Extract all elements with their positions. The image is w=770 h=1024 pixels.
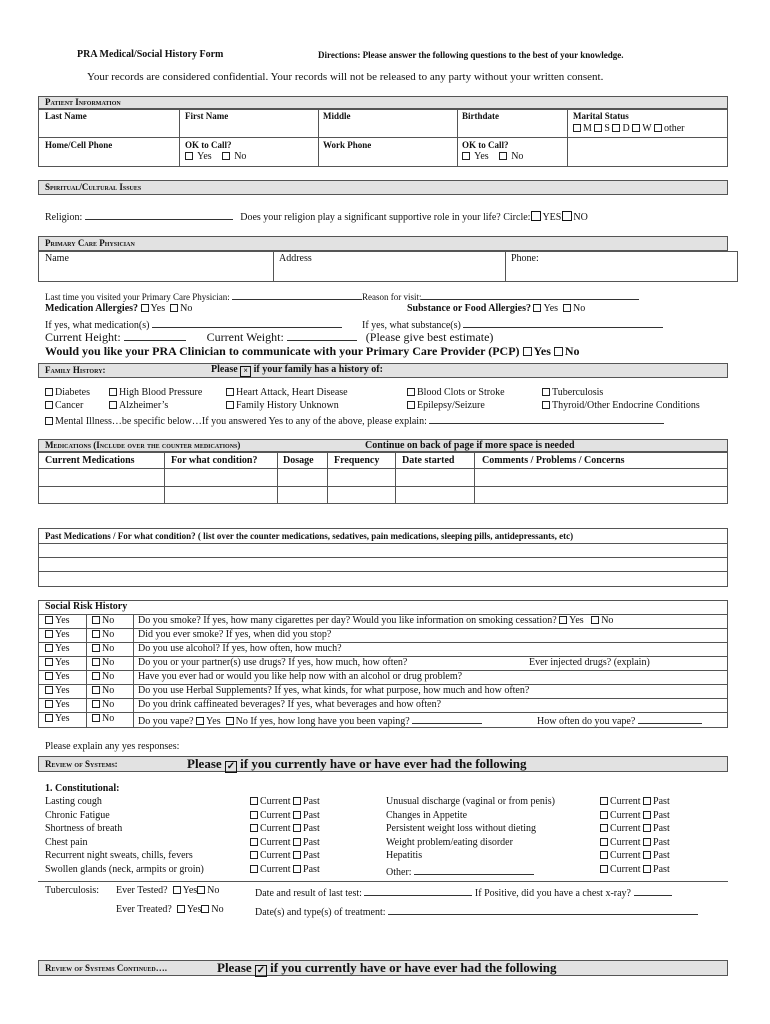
ros-right-4: Hepatitis (386, 850, 423, 861)
social-yes-3[interactable]: Yes (45, 657, 70, 668)
sub-allergies-no-checkbox[interactable] (563, 304, 571, 312)
religion-yes-checkbox[interactable] (531, 211, 541, 221)
ok-call-label-2: OK to Call? (462, 140, 509, 150)
ok-call-yes-checkbox-2[interactable] (462, 152, 470, 160)
ros-right-checks-5: Current Past (600, 864, 670, 875)
family-explain-input[interactable] (429, 413, 664, 424)
marital-other-checkbox[interactable] (654, 124, 662, 132)
tb-treatment-input[interactable] (388, 904, 698, 915)
med-col-comments: Comments / Problems / Concerns (482, 455, 625, 466)
ros-left-checks-4: Current Past (250, 850, 320, 861)
sub-allergies-yes-checkbox[interactable] (533, 304, 541, 312)
ros-left-1: Chronic Fatigue (45, 810, 110, 821)
social-yes-0[interactable]: Yes (45, 615, 70, 626)
home-phone-label: Home/Cell Phone (45, 140, 113, 150)
check-box-icon: ✓ (226, 761, 236, 772)
social-heading: Social Risk History (45, 601, 128, 612)
tb-label: Tuberculosis: (45, 885, 100, 896)
pcp-phone-label: Phone: (511, 253, 539, 264)
religion-row: Religion: Does your religion play a significant supportive role in your life? Circle: YES NO (45, 209, 588, 223)
tb-treatment-row: Date(s) and type(s) of treatment: (255, 904, 698, 918)
if-sub-row: If yes, what substance(s) (362, 317, 663, 331)
ros-heading: Review of Systems: (45, 759, 118, 769)
past-medications-label: Past Medications / For what condition? ( list over the counter medications, sedatives, pain medications, sleeping pills, antidepressants, etc) (45, 531, 574, 541)
social-question-0: Do you smoke? If yes, how many cigarettes per day? Would you like information on smoking cessation? Yes No (138, 615, 614, 626)
med-col-condition: For what condition? (171, 455, 258, 466)
reason-visit-input[interactable] (421, 291, 639, 300)
patient-info-bar (38, 96, 728, 109)
social-yes-1[interactable]: Yes (45, 629, 70, 640)
med-col-frequency: Frequency (334, 455, 380, 466)
family-instruction: Please × if your family has a history of: (211, 364, 383, 375)
family-high-bp[interactable]: High Blood Pressure (109, 387, 202, 398)
ros-right-2: Persistent weight loss without dieting (386, 823, 536, 834)
constitutional-label: 1. Constitutional: (45, 783, 120, 794)
form-title: PRA Medical/Social History Form (77, 49, 224, 60)
religion-input[interactable] (85, 209, 233, 220)
tb-treated-yes-checkbox[interactable] (177, 905, 185, 913)
religion-label: Religion: (45, 212, 83, 223)
ros-continued-heading: Review of Systems Continued…. (45, 963, 168, 973)
checked-box-icon: × (240, 366, 251, 377)
social-no-2[interactable]: No (92, 643, 114, 654)
pcp-name-label: Name (45, 253, 69, 264)
pcp-heading: Primary Care Physician (45, 238, 135, 248)
last-visit-row: Last time you visited your Primary Care Physician: Reason for visit: (45, 291, 639, 302)
ros-left-0: Lasting cough (45, 796, 102, 807)
directions: Directions: Please answer the following questions to the best of your knowledge. (318, 50, 624, 60)
ok-call-no-checkbox-1[interactable] (222, 152, 230, 160)
religion-question: Does your religion play a significant supportive role in your life? Circle: (240, 212, 531, 223)
social-no-1[interactable]: No (92, 629, 114, 640)
ros-left-4: Recurrent night sweats, chills, fevers (45, 850, 193, 861)
medications-bar (38, 439, 728, 452)
sub-allergies-input[interactable] (463, 317, 663, 328)
ros-left-checks-3: Current Past (250, 837, 320, 848)
family-tb[interactable]: Tuberculosis (542, 387, 603, 398)
social-question-1: Did you ever smoke? If yes, when did you stop? (138, 629, 332, 640)
confidentiality-note: Your records are considered confidential. Your records will not be released to any party without your written consent. (87, 71, 604, 83)
social-question-6: Do you drink caffineated beverages? If yes, what beverages and how often? (138, 699, 442, 710)
family-bar (38, 363, 728, 378)
ros-right-0: Unusual discharge (vaginal or from penis) (386, 796, 555, 807)
ros-right-checks-4: Current Past (600, 850, 670, 861)
ros-right-5: Other: (386, 864, 534, 878)
communicate-no-checkbox[interactable] (554, 347, 563, 356)
ok-call-options-1: Yes No (185, 151, 246, 162)
vape-often-label: How often do you vape? (537, 713, 702, 727)
social-no-0[interactable]: No (92, 615, 114, 626)
medications-heading: Medications (Include over the counter medications) (45, 440, 241, 450)
social-no-5[interactable]: No (92, 685, 114, 696)
ros-left-2: Shortness of breath (45, 823, 123, 834)
religion-no-checkbox[interactable] (562, 211, 572, 221)
marital-status-label: Marital Status (573, 111, 629, 121)
spiritual-heading: Spiritual/Cultural Issues (45, 182, 142, 192)
birthdate-label: Birthdate (462, 111, 499, 121)
social-yes-7[interactable]: Yes (45, 713, 70, 724)
family-mental-checkbox[interactable] (45, 417, 53, 425)
middle-label: Middle (323, 111, 351, 121)
social-no-4[interactable]: No (92, 671, 114, 682)
social-question-7: Do you vape? Yes No If yes, how long have you been vaping? (138, 713, 482, 727)
pcp-bar (38, 236, 728, 251)
ok-call-yes-checkbox-1[interactable] (185, 152, 193, 160)
family-unknown[interactable]: Family History Unknown (226, 400, 339, 411)
ros-right-1: Changes in Appetite (386, 810, 468, 821)
family-alzheimers[interactable]: Alzheimer’s (109, 400, 168, 411)
tb-xray-input[interactable] (634, 885, 672, 896)
first-name-label: First Name (185, 111, 229, 121)
family-thyroid[interactable]: Thyroid/Other Endocrine Conditions (542, 400, 700, 411)
tb-tested-yes-checkbox[interactable] (173, 886, 181, 894)
family-heading: Family History: (45, 365, 106, 375)
social-no-3[interactable]: No (92, 657, 114, 668)
ros-continued-bar (38, 960, 728, 976)
spiritual-bar (38, 180, 728, 195)
ros-left-5: Swollen glands (neck, armpits or groin) (45, 864, 204, 875)
tb-result-row: Date and result of last test: If Positive, did you have a chest x-ray? (255, 885, 672, 899)
ok-call-options-2: Yes No (462, 151, 523, 162)
social-question-2: Do you use alcohol? If yes, how often, how much? (138, 643, 342, 654)
social-yes-2[interactable]: Yes (45, 643, 70, 654)
injected-drugs-label: Ever injected drugs? (explain) (529, 657, 650, 668)
height-weight-row: Current Height: Current Weight: (Please give best estimate) (45, 330, 494, 344)
marital-m-checkbox[interactable] (573, 124, 581, 132)
social-question-5: Do you use Herbal Supplements? If yes, what kinds, for what purpose, how much and how often? (138, 685, 530, 696)
pcp-table (38, 251, 738, 282)
social-no-6[interactable]: No (92, 699, 114, 710)
ok-call-label-1: OK to Call? (185, 140, 232, 150)
med-allergies-yes-checkbox[interactable] (141, 304, 149, 312)
last-name-label: Last Name (45, 111, 87, 121)
family-heart[interactable]: Heart Attack, Heart Disease (226, 387, 348, 398)
ros-left-checks-0: Current Past (250, 796, 320, 807)
social-yes-4[interactable]: Yes (45, 671, 70, 682)
explain-yes-label: Please explain any yes responses: (45, 741, 180, 752)
ros-continued-instruction: Please ✓ if you currently have or have ever had the following (217, 960, 557, 976)
patient-info-heading: Patient Information (45, 97, 121, 107)
communicate-yes-checkbox[interactable] (523, 347, 532, 356)
ok-call-no-checkbox-2[interactable] (499, 152, 507, 160)
ros-left-checks-2: Current Past (250, 823, 320, 834)
social-no-7[interactable]: No (92, 713, 114, 724)
marital-w-checkbox[interactable] (632, 124, 640, 132)
family-diabetes[interactable]: Diabetes (45, 387, 90, 398)
social-question-3: Do you or your partner(s) use drugs? If yes, how much, how often? (138, 657, 408, 668)
tb-treated-no-checkbox[interactable] (201, 905, 209, 913)
ros-right-checks-3: Current Past (600, 837, 670, 848)
ros-right-checks-2: Current Past (600, 823, 670, 834)
tb-tested-no-checkbox[interactable] (197, 886, 205, 894)
tb-treated-row: Ever Treated? Yes No (116, 904, 224, 915)
tb-result-input[interactable] (364, 885, 472, 896)
med-col-current: Current Medications (45, 455, 135, 466)
social-question-4: Have you ever had or would you like help now with an alcohol or drug problem? (138, 671, 463, 682)
marital-options: M S D W other (573, 123, 685, 134)
work-phone-label: Work Phone (323, 140, 372, 150)
sub-allergies-row: Substance or Food Allergies? Yes No (407, 303, 586, 314)
marital-d-checkbox[interactable] (612, 124, 620, 132)
medications-note: Continue on back of page if more space is needed (365, 440, 575, 451)
ros-left-checks-5: Current Past (250, 864, 320, 875)
tb-tested-row: Ever Tested? Yes No (116, 885, 220, 896)
pcp-address-label: Address (279, 253, 312, 264)
ros-right-checks-0: Current Past (600, 796, 670, 807)
family-cancer[interactable]: Cancer (45, 400, 83, 411)
marital-s-checkbox[interactable] (594, 124, 602, 132)
med-allergies-row: Medication Allergies? Yes No (45, 303, 193, 314)
family-clots[interactable]: Blood Clots or Stroke (407, 387, 505, 398)
ros-left-checks-1: Current Past (250, 810, 320, 821)
med-allergies-no-checkbox[interactable] (170, 304, 178, 312)
social-yes-6[interactable]: Yes (45, 699, 70, 710)
social-yes-5[interactable]: Yes (45, 685, 70, 696)
height-input[interactable] (124, 330, 186, 341)
family-epilepsy[interactable]: Epilepsy/Seizure (407, 400, 485, 411)
ros-left-3: Chest pain (45, 837, 88, 848)
ros-right-3: Weight problem/eating disorder (386, 837, 513, 848)
ros-bar (38, 756, 728, 772)
last-visit-input[interactable] (232, 291, 362, 300)
if-med-row: If yes, what medication(s) (45, 317, 342, 331)
med-col-dosage: Dosage (283, 455, 314, 466)
med-col-date: Date started (402, 455, 455, 466)
weight-input[interactable] (287, 330, 357, 341)
communicate-row: Would you like your PRA Clinician to communicate with your Primary Care Provider (PCP) Yes No (45, 344, 580, 358)
check-box-icon: ✓ (256, 965, 266, 976)
ros-instruction: Please ✓ if you currently have or have ever had the following (187, 756, 527, 772)
med-allergies-input[interactable] (152, 317, 342, 328)
ros-right-checks-1: Current Past (600, 810, 670, 821)
family-mental: Mental Illness…be specific below…If you answered Yes to any of the above, please explain: (45, 413, 664, 427)
